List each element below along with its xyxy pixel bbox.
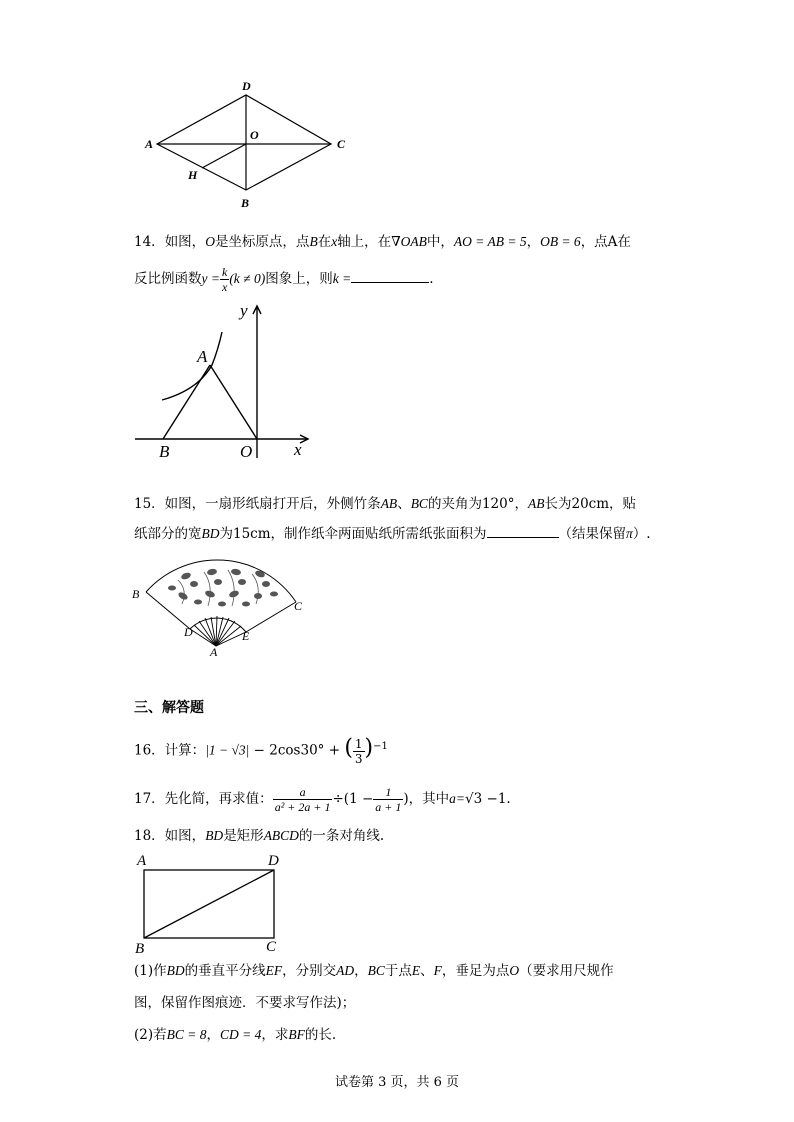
rect-label-A: A [137,853,147,869]
q15-line1: 15．如图，一扇形纸扇打开后，外侧竹条AB、BC的夹角为120°，AB长为20cm，贴 [134,496,637,512]
q14-line1: 14．如图，O是坐标原点，点B在x轴上，在∇OAB中，AO = AB = 5，OB = 6，点A在 [134,234,631,250]
fraction-k-over-x: $\frac{k}{x}$ [221,265,228,294]
label-O: O [250,128,259,142]
axis-label-x: x [294,440,302,459]
rect-label-D: D [268,853,279,869]
q14-line2: 反比例函数y = $\frac{k}{x}$ (k ≠ 0)图象上，则k = . [134,265,434,294]
label-A: A [145,137,154,151]
rect-label-C: C [266,939,277,955]
fan-label-B: B [132,587,140,601]
fan-floral-decoration [168,568,278,606]
q18-part2: (2)若BC = 8，CD = 4，求BF的长. [134,1027,337,1043]
fraction-one-over-a-plus-one: $\frac{1}{a + 1}$ [375,785,402,814]
rhombus-figure [140,76,360,216]
q17-line: 17．先化简，再求值： $\frac{a}{\text{a² + 2a + 1}}$ ÷(1 − $\frac{1}{a + 1}$ )，其中a=√3 −1. [134,785,511,814]
fan-label-D: D [184,625,193,639]
coordinate-figure [130,298,320,462]
section-heading-solutions: 三、解答题 [134,700,204,716]
point-label-A: A [197,347,208,366]
label-H: H [188,168,198,182]
q18-line1: 18．如图，BD是矩形ABCD的一条对角线. [134,828,385,844]
axis-label-y: y [240,301,248,320]
fan-label-E: E [242,629,250,643]
fan-label-A: A [210,645,218,658]
rectangle-figure [130,850,290,958]
fraction-one-third: $\frac{1}{3}$ [354,736,363,766]
fraction-a-over-poly: $\frac{a}{\text{a² + 2a + 1}}$ [274,785,331,814]
q16-line: 16．计算：|1 − √3| − 2cos30° + ( $\frac{1}{3}$ )$^{-1}$ [134,735,388,766]
fan-label-C: C [294,599,303,613]
point-label-B: B [159,442,170,461]
q18-part1-line2: 图，保留作图痕迹．不要求写作法)； [134,995,356,1011]
q15-line2: 纸部分的宽BD为15cm，制作纸伞两面贴纸所需纸张面积为 （结果保留π）. [134,526,651,542]
answer-blank-q14 [351,282,429,283]
label-D: D [242,79,251,93]
label-B: B [241,196,250,210]
q18-part1-line1: (1)作BD的垂直平分线EF，分别交AD，BC于点E、F，垂足为点O（要求用尺规作 [134,963,614,979]
page-footer: 试卷第 3 页，共 6 页 [334,1075,460,1090]
rect-label-B: B [135,941,145,957]
point-label-O: O [240,442,253,461]
fan-figure [128,550,308,658]
label-C: C [337,137,346,151]
answer-blank-q15 [487,537,559,538]
